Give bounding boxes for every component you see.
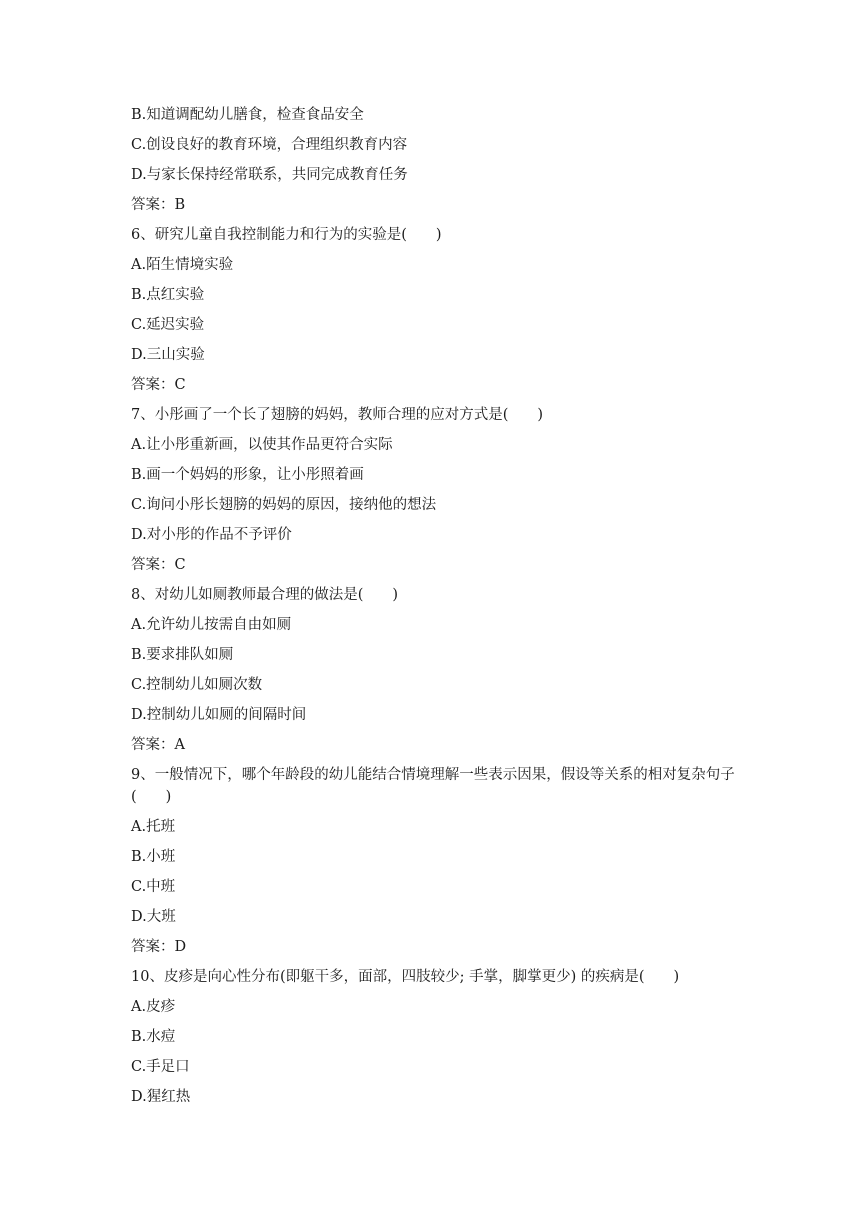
document-body <box>131 104 741 1116</box>
option-line: A.让小彤重新画，以使其作品更符合实际 <box>131 437 393 453</box>
question-line: 6、研究儿童自我控制能力和行为的实验是( ) <box>131 227 442 243</box>
option-line: D.大班 <box>131 909 176 925</box>
option-line: C.手足口 <box>131 1059 190 1075</box>
option-line: C.控制幼儿如厕次数 <box>131 677 263 693</box>
option-line: B.点红实验 <box>131 287 205 303</box>
option-line: B.要求排队如厕 <box>131 647 234 663</box>
option-line: C.延迟实验 <box>131 317 205 333</box>
answer-line: 答案：C <box>131 377 186 393</box>
question-line: 9、一般情况下，哪个年龄段的幼儿能结合情境理解一些表示因果，假设等关系的相对复杂句子( ) <box>131 767 735 805</box>
option-line: D.三山实验 <box>131 347 205 363</box>
option-line: B.小班 <box>131 849 176 865</box>
option-line: B.水痘 <box>131 1029 176 1045</box>
option-line: A.皮疹 <box>131 999 176 1015</box>
answer-line: 答案：C <box>131 557 186 573</box>
answer-line: 答案：D <box>131 939 187 955</box>
option-line: D.控制幼儿如厕的间隔时间 <box>131 707 307 723</box>
option-line: C.中班 <box>131 879 176 895</box>
option-line: B.画一个妈妈的形象，让小彤照着画 <box>131 467 364 483</box>
question-line: 10、皮疹是向心性分布(即躯干多，面部，四肢较少; 手掌，脚掌更少) 的疾病是( ) <box>131 969 680 985</box>
answer-line: 答案：B <box>131 197 186 213</box>
option-line: A.托班 <box>131 819 176 835</box>
question-line: 8、对幼儿如厕教师最合理的做法是( ) <box>131 587 399 603</box>
option-line: D.对小彤的作品不予评价 <box>131 527 292 543</box>
option-line: A.陌生情境实验 <box>131 257 234 273</box>
option-line: D.与家长保持经常联系，共同完成教育任务 <box>131 167 408 183</box>
option-line: C.询问小彤长翅膀的妈妈的原因，接纳他的想法 <box>131 497 437 513</box>
option-line: D.猩红热 <box>131 1089 191 1105</box>
option-line: B.知道调配幼儿膳食，检查食品安全 <box>131 107 364 123</box>
question-line: 7、小彤画了一个长了翅膀的妈妈，教师合理的应对方式是( ) <box>131 407 544 423</box>
answer-line: 答案：A <box>131 737 185 753</box>
option-line: A.允许幼儿按需自由如厕 <box>131 617 292 633</box>
option-line: C.创设良好的教育环境，合理组织教育内容 <box>131 137 408 153</box>
